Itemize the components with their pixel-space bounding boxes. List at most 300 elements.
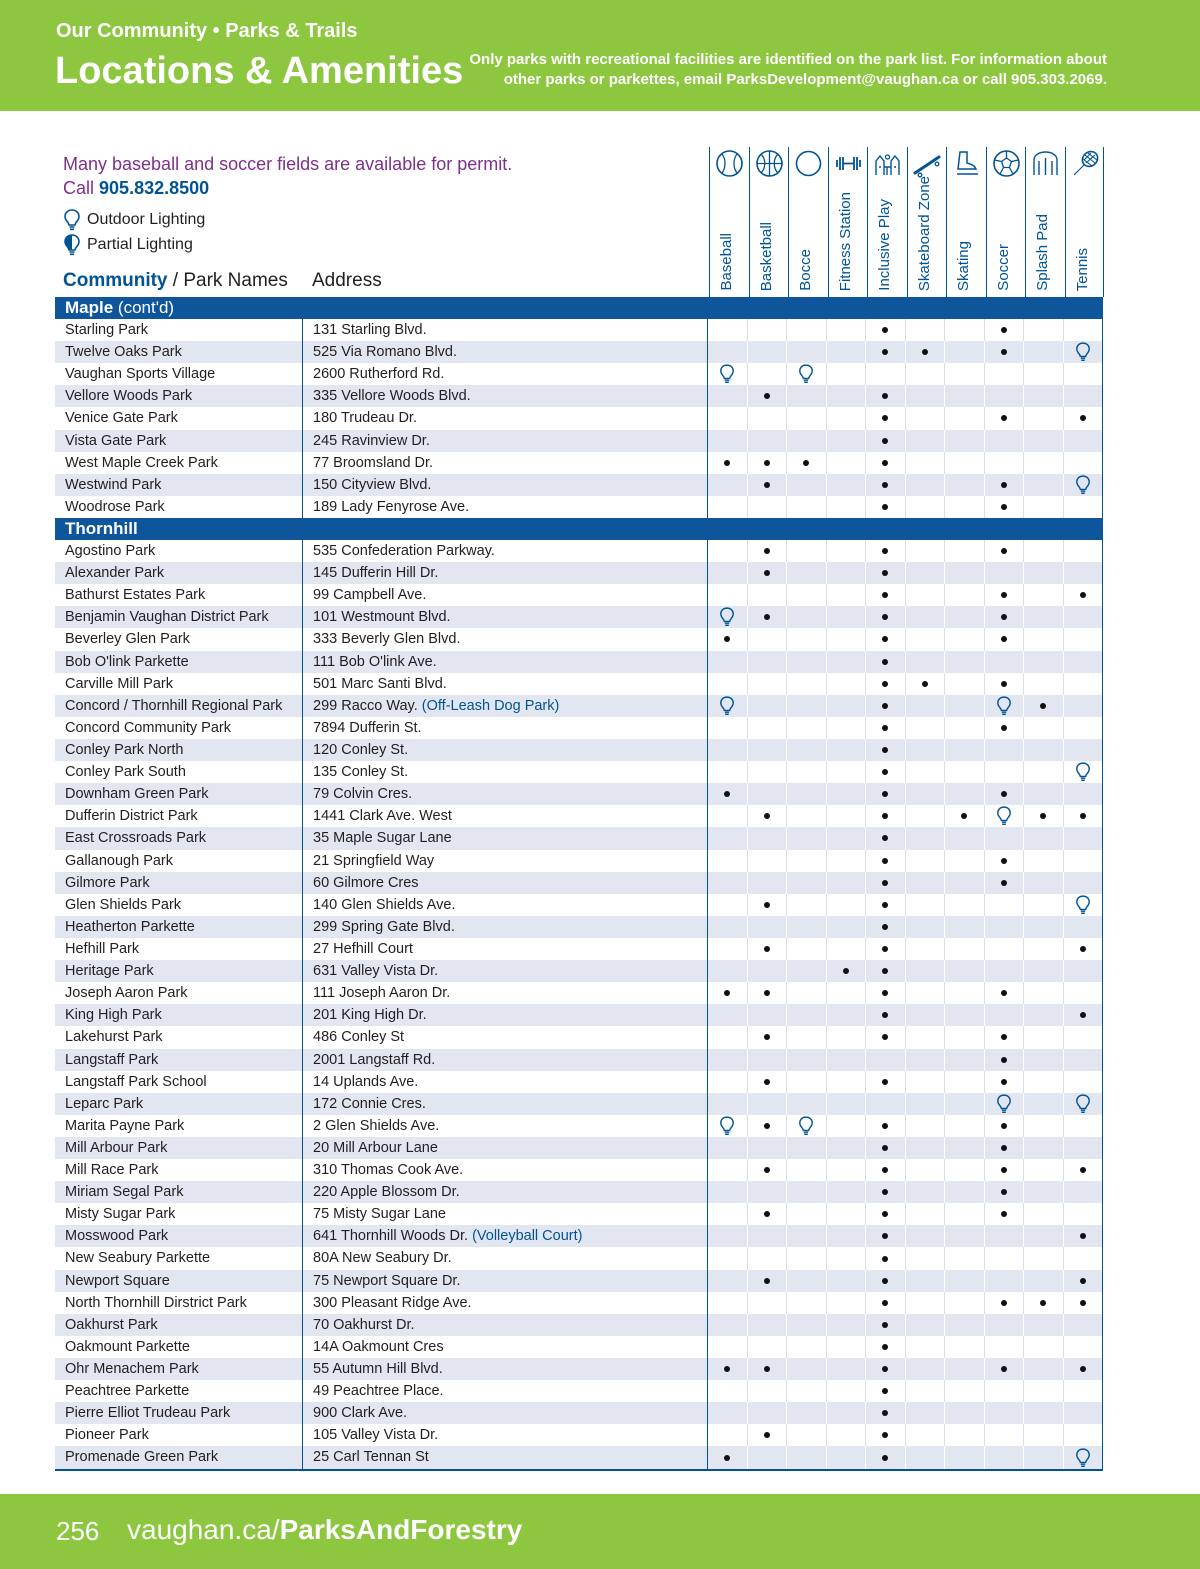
amenity-cell: [827, 673, 867, 695]
permit-call-line: [63, 176, 512, 200]
available-dot: [1001, 1079, 1007, 1085]
amenity-cell: [906, 430, 946, 452]
amenity-cell: [906, 496, 946, 518]
amenity-cell: [827, 496, 867, 518]
amenity-cell: [1064, 407, 1104, 429]
available-dot: [1040, 703, 1046, 709]
amenity-cell: [787, 850, 827, 872]
available-dot: [724, 1455, 730, 1461]
outdoor-lighting-icon: [719, 607, 735, 627]
amenity-cell: [1024, 1203, 1064, 1225]
amenity-cell: [748, 1181, 788, 1203]
amenity-cell: [945, 1358, 985, 1380]
amenity-cell: [985, 407, 1025, 429]
available-dot: [1001, 636, 1007, 642]
amenity-cell: [787, 894, 827, 916]
amenity-column-tennis: [1065, 147, 1104, 297]
amenity-cell: [906, 1225, 946, 1247]
park-name: Glen Shields Park: [55, 894, 303, 916]
amenity-cell: [985, 1159, 1025, 1181]
amenity-cell: [1024, 1247, 1064, 1269]
page-title: Locations & Amenities: [55, 50, 464, 92]
park-name: Twelve Oaks Park: [55, 341, 303, 363]
park-address: 135 Conley St.: [313, 764, 409, 781]
amenity-cell: [906, 673, 946, 695]
table-row: [55, 430, 1103, 452]
amenity-cell: [708, 783, 748, 805]
amenity-cell: [1024, 1071, 1064, 1093]
amenity-cell: [1064, 739, 1104, 761]
amenity-cell: [945, 1159, 985, 1181]
available-dot: [1001, 504, 1007, 510]
amenity-cell: [866, 1424, 906, 1446]
table-row: [55, 938, 1103, 960]
amenity-cell: [866, 1446, 906, 1468]
skate-icon: [952, 149, 981, 178]
park-name: Newport Square: [55, 1270, 303, 1292]
amenity-cell: [787, 651, 827, 673]
park-name: Gallanough Park: [55, 850, 303, 872]
available-dot: [882, 813, 888, 819]
amenity-cell: [906, 805, 946, 827]
amenity-cell: [945, 1446, 985, 1468]
available-dot: [882, 725, 888, 731]
amenity-cell: [787, 783, 827, 805]
park-address: 300 Pleasant Ridge Ave.: [313, 1294, 472, 1311]
amenity-cell: [1024, 1115, 1064, 1137]
amenity-cell: [985, 1026, 1025, 1048]
available-dot: [882, 1256, 888, 1262]
amenity-cell: [748, 1026, 788, 1048]
available-dot: [764, 1211, 770, 1217]
amenity-cell: [1064, 1270, 1104, 1292]
amenity-cell: [985, 916, 1025, 938]
amenity-cell: [945, 783, 985, 805]
park-address: 900 Clark Ave.: [313, 1405, 408, 1422]
amenity-cell: [748, 1314, 788, 1336]
available-dot: [764, 548, 770, 554]
available-dot: [882, 504, 888, 510]
available-dot: [1080, 813, 1086, 819]
available-dot: [882, 747, 888, 753]
amenity-cell: [906, 1181, 946, 1203]
available-dot: [922, 349, 928, 355]
outdoor-lighting-icon: [1075, 1094, 1091, 1114]
amenity-cell: [945, 1049, 985, 1071]
tennis-icon: [1071, 149, 1100, 178]
amenity-cell: [866, 1292, 906, 1314]
park-name: Westwind Park: [55, 474, 303, 496]
amenity-cell: [1024, 496, 1064, 518]
table-row: [55, 673, 1103, 695]
available-dot: [1080, 1366, 1086, 1372]
amenity-cell: [985, 1402, 1025, 1424]
park-address-cell: [303, 1314, 708, 1336]
amenity-cell: [787, 1004, 827, 1026]
available-dot: [1080, 1167, 1086, 1173]
amenity-cell: [985, 982, 1025, 1004]
park-address-cell: [303, 628, 708, 650]
table-row: [55, 1336, 1103, 1358]
amenity-cell: [827, 1004, 867, 1026]
amenity-cell: [906, 1358, 946, 1380]
available-dot: [882, 769, 888, 775]
amenity-cell: [708, 606, 748, 628]
park-address-cell: [303, 651, 708, 673]
park-name: Miriam Segal Park: [55, 1181, 303, 1203]
amenity-cell: [708, 1336, 748, 1358]
table-row: [55, 1093, 1103, 1115]
park-name: West Maple Creek Park: [55, 452, 303, 474]
available-dot: [882, 1012, 888, 1018]
park-address: 105 Valley Vista Dr.: [313, 1427, 439, 1444]
table-row: [55, 1358, 1103, 1380]
amenity-cell: [906, 319, 946, 341]
park-address-cell: [303, 761, 708, 783]
amenity-cell: [906, 606, 946, 628]
park-address: 14A Oakmount Cres: [313, 1338, 444, 1355]
amenity-cell: [906, 628, 946, 650]
amenity-cell: [787, 1247, 827, 1269]
amenity-cell: [748, 1049, 788, 1071]
amenity-cell: [708, 1247, 748, 1269]
park-address: 333 Beverly Glen Blvd.: [313, 631, 461, 648]
available-dot: [882, 1322, 888, 1328]
amenity-cell: [827, 562, 867, 584]
available-dot: [1001, 791, 1007, 797]
amenity-cell: [866, 1026, 906, 1048]
park-address-cell: [303, 916, 708, 938]
page-number: 256: [56, 1516, 100, 1546]
amenity-cell: [866, 872, 906, 894]
available-dot: [1001, 614, 1007, 620]
amenity-cell: [708, 1049, 748, 1071]
permit-note-line: Many baseball and soccer fields are available for permit.: [63, 154, 513, 174]
amenity-cell: [827, 1071, 867, 1093]
amenity-cell: [787, 695, 827, 717]
amenity-cell: [1064, 606, 1104, 628]
park-address: 14 Uplands Ave.: [313, 1073, 419, 1090]
park-name: Ohr Menachem Park: [55, 1358, 303, 1380]
amenity-cell: [866, 606, 906, 628]
amenity-cell: [748, 739, 788, 761]
header-note-line-2: other parks or parkettes, email ParksDevelopment@vaughan.ca or call 905.303.2069.: [503, 71, 1107, 88]
available-dot: [882, 880, 888, 886]
available-dot: [1001, 1366, 1007, 1372]
amenity-cell: [708, 562, 748, 584]
amenity-cell: [866, 673, 906, 695]
park-name: Heritage Park: [55, 960, 303, 982]
available-dot: [882, 1344, 888, 1350]
amenity-cell: [866, 1049, 906, 1071]
amenity-cell: [985, 894, 1025, 916]
amenity-column-bocce: [788, 147, 827, 297]
amenity-cell: [945, 319, 985, 341]
amenity-cell: [906, 1093, 946, 1115]
park-name: Bob O'link Parkette: [55, 651, 303, 673]
available-dot: [1001, 1057, 1007, 1063]
available-dot: [1080, 1233, 1086, 1239]
park-address: 35 Maple Sugar Lane: [313, 830, 452, 847]
amenity-cell: [1064, 805, 1104, 827]
amenity-cell: [945, 1380, 985, 1402]
park-address: 77 Broomsland Dr.: [313, 454, 434, 471]
amenity-cell: [748, 584, 788, 606]
park-address-cell: [303, 1004, 708, 1026]
amenity-cell: [985, 584, 1025, 606]
amenity-cell: [945, 872, 985, 894]
amenity-cell: [1024, 960, 1064, 982]
park-address-cell: [303, 1402, 708, 1424]
park-name: Misty Sugar Park: [55, 1203, 303, 1225]
amenity-cell: [708, 916, 748, 938]
amenity-cell: [1064, 1336, 1104, 1358]
amenity-cell: [906, 894, 946, 916]
amenity-cell: [827, 938, 867, 960]
amenity-cell: [708, 1424, 748, 1446]
amenity-cell: [985, 1181, 1025, 1203]
park-address: 535 Confederation Parkway.: [313, 542, 495, 559]
park-name: Leparc Park: [55, 1093, 303, 1115]
park-address-cell: [303, 1049, 708, 1071]
amenity-cell: [906, 960, 946, 982]
park-name: Bathurst Estates Park: [55, 584, 303, 606]
available-dot: [764, 393, 770, 399]
amenity-cell: [945, 341, 985, 363]
amenity-cell: [985, 1004, 1025, 1026]
table-row: [55, 385, 1103, 407]
amenity-cell: [1064, 341, 1104, 363]
amenity-cell: [708, 1402, 748, 1424]
table-row: [55, 407, 1103, 429]
available-dot: [882, 902, 888, 908]
available-dot: [724, 791, 730, 797]
amenity-cell: [827, 1380, 867, 1402]
amenity-cell: [787, 1358, 827, 1380]
amenity-cell: [906, 982, 946, 1004]
amenity-cell: [985, 319, 1025, 341]
amenity-cell: [827, 1181, 867, 1203]
amenity-cell: [827, 651, 867, 673]
park-address: 172 Connie Cres.: [313, 1095, 426, 1112]
amenity-cell: [866, 1314, 906, 1336]
amenity-cell: [906, 1446, 946, 1468]
amenity-cell: [827, 827, 867, 849]
available-dot: [1001, 1034, 1007, 1040]
amenity-cell: [787, 1159, 827, 1181]
amenity-cell: [708, 319, 748, 341]
available-dot: [882, 614, 888, 620]
amenity-cell: [906, 1159, 946, 1181]
amenity-cell: [827, 319, 867, 341]
amenity-cell: [1064, 1115, 1104, 1137]
amenity-cell: [906, 827, 946, 849]
park-name: Benjamin Vaughan District Park: [55, 606, 303, 628]
park-address-cell: [303, 1247, 708, 1269]
table-row: [55, 1247, 1103, 1269]
amenity-column-skating: [946, 147, 985, 297]
amenity-label: Fitness Station: [836, 191, 854, 291]
park-address-cell: [303, 319, 708, 341]
amenity-cell: [1024, 761, 1064, 783]
available-dot: [764, 990, 770, 996]
available-dot: [1001, 1300, 1007, 1306]
amenity-cell: [787, 827, 827, 849]
amenity-cell: [827, 606, 867, 628]
footer-link[interactable]: [127, 1514, 522, 1546]
available-dot: [764, 1366, 770, 1372]
amenity-cell: [906, 850, 946, 872]
amenity-cell: [1024, 1004, 1064, 1026]
header-note: [467, 50, 1107, 90]
available-dot: [1001, 327, 1007, 333]
park-name: Oakmount Parkette: [55, 1336, 303, 1358]
amenity-cell: [1064, 1026, 1104, 1048]
park-name: Gilmore Park: [55, 872, 303, 894]
amenity-cell: [748, 651, 788, 673]
amenity-cell: [787, 1137, 827, 1159]
amenity-cell: [708, 341, 748, 363]
amenity-cell: [748, 606, 788, 628]
amenity-cell: [748, 1358, 788, 1380]
amenity-cell: [827, 1424, 867, 1446]
table-row: [55, 1026, 1103, 1048]
park-address-cell: [303, 1358, 708, 1380]
amenity-cell: [1024, 540, 1064, 562]
park-address: 486 Conley St: [313, 1029, 405, 1046]
amenity-label: Splash Pad: [1034, 214, 1051, 291]
permit-phone[interactable]: 905.832.8500: [99, 178, 210, 198]
available-dot: [764, 946, 770, 952]
amenity-cell: [708, 540, 748, 562]
amenity-cell: [827, 1314, 867, 1336]
amenity-cell: [1064, 1292, 1104, 1314]
amenity-cell: [1064, 1247, 1104, 1269]
amenity-cell: [1064, 960, 1104, 982]
amenity-cell: [787, 496, 827, 518]
amenity-cell: [985, 1446, 1025, 1468]
amenity-cell: [985, 651, 1025, 673]
park-address-cell: [303, 430, 708, 452]
amenity-cell: [906, 1380, 946, 1402]
amenity-cell: [748, 474, 788, 496]
table-row: [55, 540, 1103, 562]
amenity-cell: [827, 341, 867, 363]
amenity-cell: [945, 385, 985, 407]
amenity-cell: [708, 805, 748, 827]
available-dot: [882, 1079, 888, 1085]
amenity-cell: [748, 916, 788, 938]
park-address-cell: [303, 606, 708, 628]
amenity-cell: [906, 1402, 946, 1424]
amenity-cell: [748, 673, 788, 695]
park-name: New Seabury Parkette: [55, 1247, 303, 1269]
amenity-cell: [906, 1115, 946, 1137]
amenity-cell: [906, 1336, 946, 1358]
amenity-cell: [985, 606, 1025, 628]
table-row: [55, 651, 1103, 673]
amenity-cell: [866, 319, 906, 341]
amenity-cell: [985, 717, 1025, 739]
available-dot: [882, 393, 888, 399]
park-address: 641 Thornhill Woods Dr.: [313, 1228, 469, 1245]
amenity-cell: [906, 474, 946, 496]
amenity-cell: [906, 407, 946, 429]
park-address-cell: [303, 452, 708, 474]
soccer-icon: [992, 149, 1021, 178]
amenity-cell: [906, 1004, 946, 1026]
amenity-cell: [985, 960, 1025, 982]
table-row: [55, 739, 1103, 761]
amenity-cell: [906, 1049, 946, 1071]
footer-link-prefix: vaughan.ca/: [127, 1514, 280, 1545]
park-name: Peachtree Parkette: [55, 1380, 303, 1402]
amenity-cell: [945, 739, 985, 761]
amenity-cell: [866, 938, 906, 960]
amenity-cell: [945, 628, 985, 650]
available-dot: [764, 813, 770, 819]
table-row: [55, 363, 1103, 385]
park-name: Alexander Park: [55, 562, 303, 584]
amenity-cell: [787, 1093, 827, 1115]
amenity-cell: [787, 982, 827, 1004]
amenity-cell: [945, 584, 985, 606]
amenity-cell: [748, 452, 788, 474]
amenity-cell: [1064, 452, 1104, 474]
amenity-cell: [708, 1270, 748, 1292]
park-address-cell: [303, 739, 708, 761]
amenity-cell: [787, 1424, 827, 1446]
available-dot: [882, 592, 888, 598]
amenity-cell: [708, 584, 748, 606]
park-name: King High Park: [55, 1004, 303, 1026]
park-address-cell: [303, 938, 708, 960]
amenity-cell: [787, 474, 827, 496]
amenity-cell: [1064, 1181, 1104, 1203]
amenity-cell: [748, 1446, 788, 1468]
amenity-cell: [708, 651, 748, 673]
park-name: Pierre Elliot Trudeau Park: [55, 1402, 303, 1424]
amenity-cell: [945, 894, 985, 916]
amenity-cell: [906, 385, 946, 407]
park-address-cell: [303, 1159, 708, 1181]
amenity-cell: [708, 1446, 748, 1468]
amenity-cell: [945, 673, 985, 695]
amenity-cell: [748, 1292, 788, 1314]
amenity-cell: [708, 850, 748, 872]
amenity-cell: [748, 783, 788, 805]
amenity-cell: [748, 1159, 788, 1181]
park-address: 7894 Dufferin St.: [313, 719, 422, 736]
legend-outdoor-lighting: [63, 209, 205, 231]
amenity-cell: [827, 1446, 867, 1468]
amenity-label: Baseball: [718, 233, 735, 291]
amenity-cell: [1024, 805, 1064, 827]
available-dot: [882, 990, 888, 996]
amenity-cell: [945, 407, 985, 429]
park-address: 525 Via Romano Blvd.: [313, 344, 458, 361]
park-address-cell: [303, 540, 708, 562]
amenity-cell: [827, 717, 867, 739]
amenity-cell: [906, 1314, 946, 1336]
amenity-cell: [866, 341, 906, 363]
amenity-cell: [787, 319, 827, 341]
park-address-cell: [303, 673, 708, 695]
amenity-cell: [748, 1071, 788, 1093]
amenity-cell: [945, 562, 985, 584]
amenity-cell: [866, 562, 906, 584]
amenity-cell: [708, 1115, 748, 1137]
